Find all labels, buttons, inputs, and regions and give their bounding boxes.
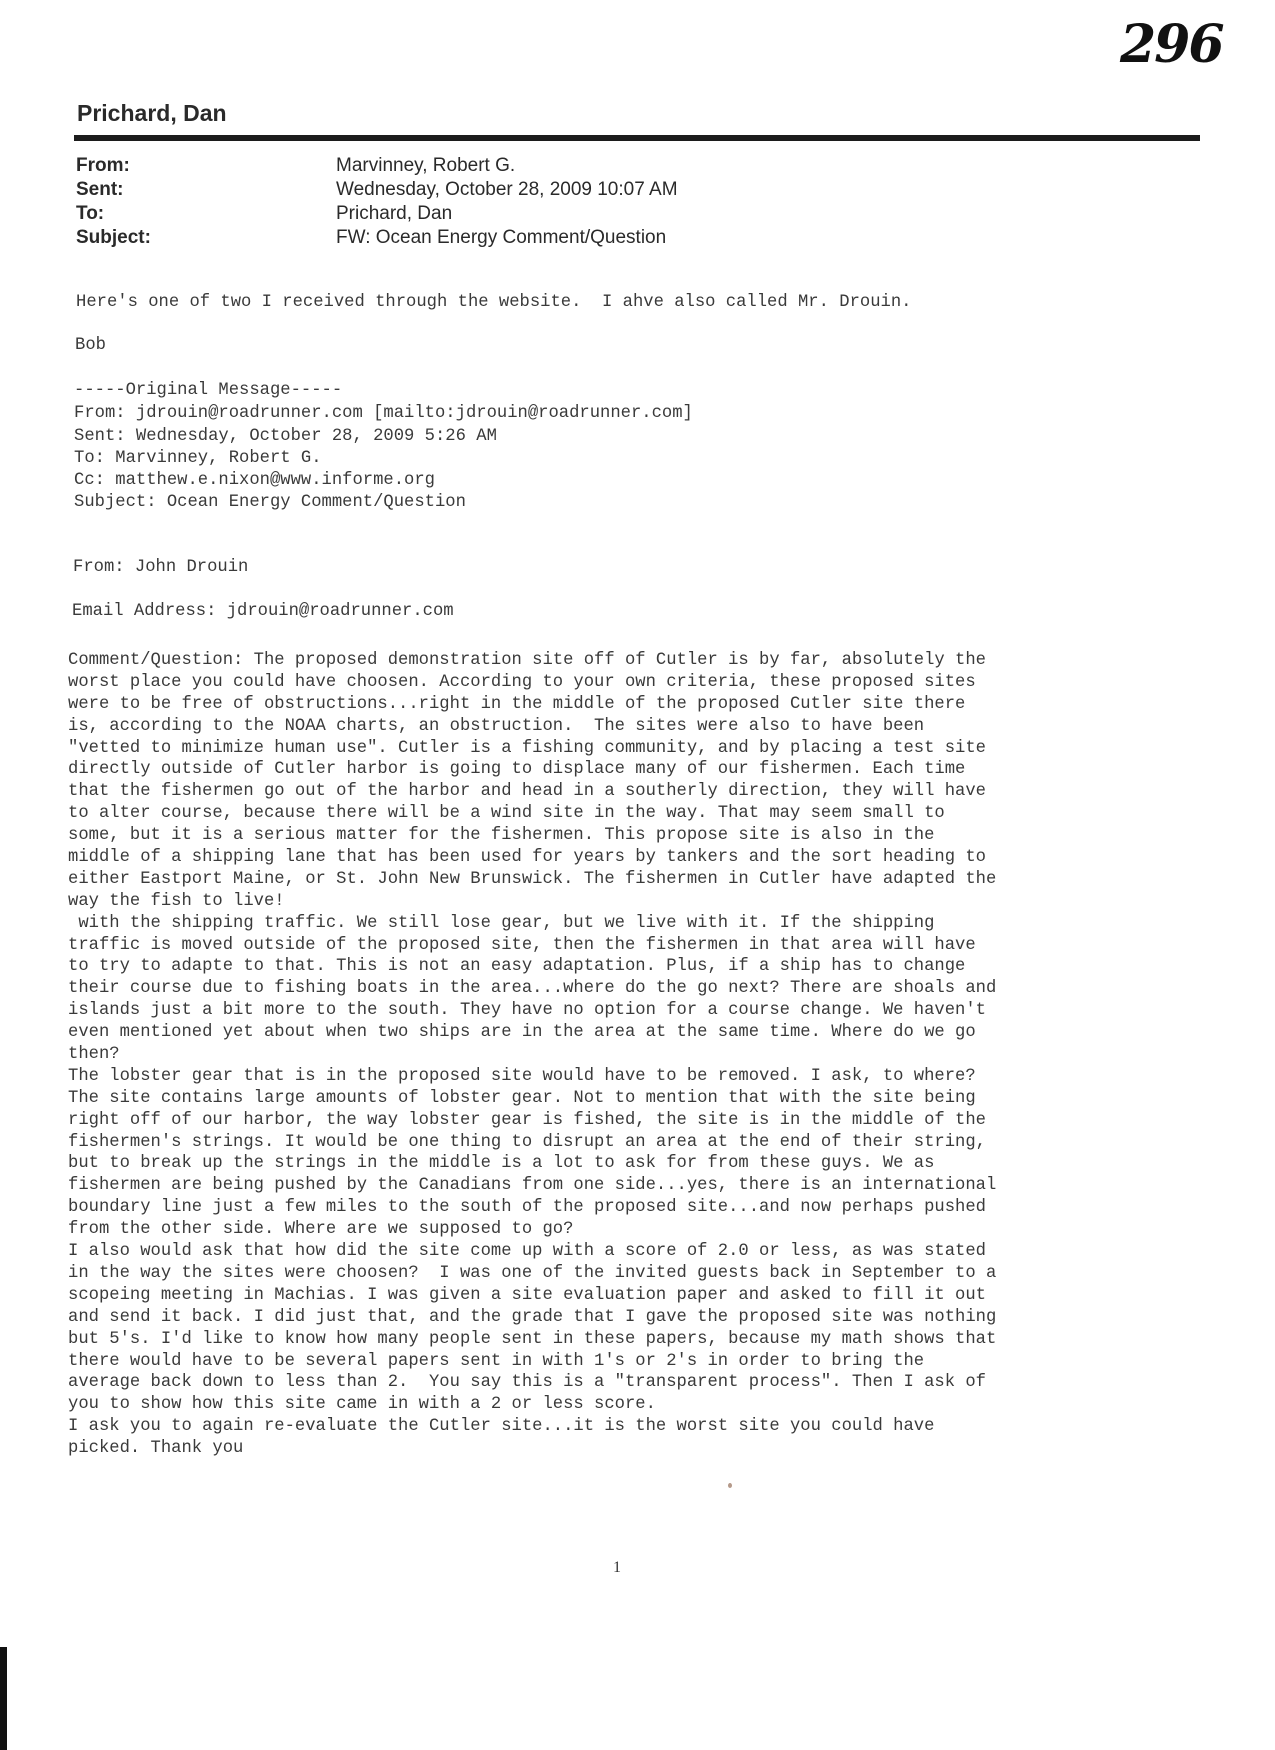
handwritten-page-number: 296 (1120, 14, 1223, 75)
subject-label: Subject: (76, 227, 151, 248)
original-divider: -----Original Message----- (74, 381, 343, 400)
intro-line: Here's one of two I received through the website. I ahve also called Mr. Drouin. (76, 293, 912, 312)
comment-line: right off of our harbor, the way lobster gear is fished, the site is in the middle of the (68, 1110, 986, 1130)
comment-line: The site contains large amounts of lobster gear. Not to mention that with the site being (68, 1088, 976, 1108)
comment-line: middle of a shipping lane that has been used for years by tankers and the sort heading to (68, 848, 986, 868)
sent-label: Sent: (76, 179, 124, 200)
comment-body (68, 650, 996, 1460)
comment-line: The lobster gear that is in the proposed site would have to be removed. I ask, to where? (68, 1066, 976, 1086)
comment-line: islands just a bit more to the south. They have no option for a course change. We haven't (68, 1001, 986, 1021)
comment-line: worst place you could have choosen. According to your own criteria, these proposed sites (68, 672, 976, 692)
comment-line: to alter course, because there will be a wind site in the way. That may seem small to (68, 804, 945, 824)
comment-line: I also would ask that how did the site come up with a score of 2.0 or less, as was stated (68, 1242, 986, 1262)
comment-line: then? (68, 1045, 120, 1065)
comment-line: there would have to be several papers sent in with 1's or 2's in order to bring the (68, 1351, 925, 1371)
comment-line: even mentioned yet about when two ships are in the area at the same time. Where do we go (68, 1023, 976, 1043)
original-from: From: jdrouin@roadrunner.com [mailto:jdrouin@roadrunner.com] (74, 404, 693, 423)
comment-line: you to show how this site came in with a 2 or less score. (68, 1395, 656, 1415)
comment-line: traffic is moved outside of the proposed site, then the fishermen in that area will have (68, 935, 976, 955)
comment-line: were to be free of obstructions...right in the middle of the proposed Cutler site there (68, 694, 966, 714)
comment-line: some, but it is a serious matter for the fishermen. This propose site is also in the (68, 826, 935, 846)
comment-line: with the shipping traffic. We still lose gear, but we live with it. If the shipping (68, 913, 935, 933)
comment-line: to try to adapte to that. This is not an easy adaptation. Plus, if a ship has to change (68, 957, 966, 977)
comment-line: Comment/Question: The proposed demonstration site off of Cutler is by far, absolutely the (68, 651, 986, 670)
comment-line: average back down to less than 2. You say this is a "transparent process". Then I ask of (68, 1373, 986, 1393)
to-value: Prichard, Dan (336, 203, 453, 224)
comment-line: fishermen's strings. It would be one thing to disrupt an area at the end of their string, (68, 1132, 986, 1152)
signature: Bob (75, 336, 106, 355)
comment-line: in the way the sites were choosen? I was one of the invited guests back in September to a (68, 1263, 997, 1283)
original-to: To: Marvinney, Robert G. (74, 449, 322, 468)
from-value: Marvinney, Robert G. (336, 155, 516, 176)
comment-line: and send it back. I did just that, and the grade that I gave the proposed site was nothing (68, 1307, 997, 1327)
sent-value: Wednesday, October 28, 2009 10:07 AM (336, 179, 678, 200)
header-divider (74, 135, 1200, 141)
comment-line: picked. Thank you (68, 1439, 244, 1459)
form-from: From: John Drouin (73, 558, 249, 577)
comment-line: their course due to fishing boats in the area...where do the go next? There are shoals and (68, 979, 997, 999)
original-subject: Subject: Ocean Energy Comment/Question (74, 493, 466, 512)
comment-line: fishermen are being pushed by the Canadians from one side...yes, there is an international (68, 1176, 997, 1196)
original-sent: Sent: Wednesday, October 28, 2009 5:26 AM (74, 427, 497, 446)
mailbox-owner-name: Prichard, Dan (77, 100, 227, 126)
comment-line: directly outside of Cutler harbor is going to displace many of our fishermen. Each time (68, 760, 966, 780)
scan-speck (728, 1483, 732, 1488)
comment-line: scopeing meeting in Machias. I was given a site evaluation paper and asked to fill it out (68, 1285, 986, 1305)
form-email: Email Address: jdrouin@roadrunner.com (72, 602, 454, 621)
subject-value: FW: Ocean Energy Comment/Question (336, 227, 667, 248)
from-label: From: (76, 155, 130, 176)
to-label: To: (76, 203, 105, 224)
comment-line: but 5's. I'd like to know how many people sent in these papers, because my math shows that (68, 1329, 997, 1349)
comment-line: I ask you to again re-evaluate the Cutler site...it is the worst site you could have (68, 1417, 935, 1437)
comment-line: either Eastport Maine, or St. John New Brunswick. The fishermen in Cutler have adapted the (68, 869, 997, 889)
comment-line: but to break up the strings in the middle is a lot to ask for from these guys. We as (68, 1154, 935, 1174)
comment-line: boundary line just a few miles to the south of the proposed site...and now perhaps pushed (68, 1198, 986, 1218)
footer-page-number: 1 (613, 1559, 621, 1576)
comment-line: way the fish to live! (68, 891, 285, 911)
comment-line: from the other side. Where are we supposed to go? (68, 1220, 574, 1240)
comment-line: that the fishermen go out of the harbor and head in a southerly direction, they will have (68, 782, 986, 802)
comment-line: "vetted to minimize human use". Cutler is a fishing community, and by placing a test site (68, 738, 986, 758)
comment-line: is, according to the NOAA charts, an obstruction. The sites were also to have been (68, 716, 925, 736)
scan-edge-mark (0, 1647, 7, 1750)
original-cc: Cc: matthew.e.nixon@www.informe.org (74, 471, 435, 490)
